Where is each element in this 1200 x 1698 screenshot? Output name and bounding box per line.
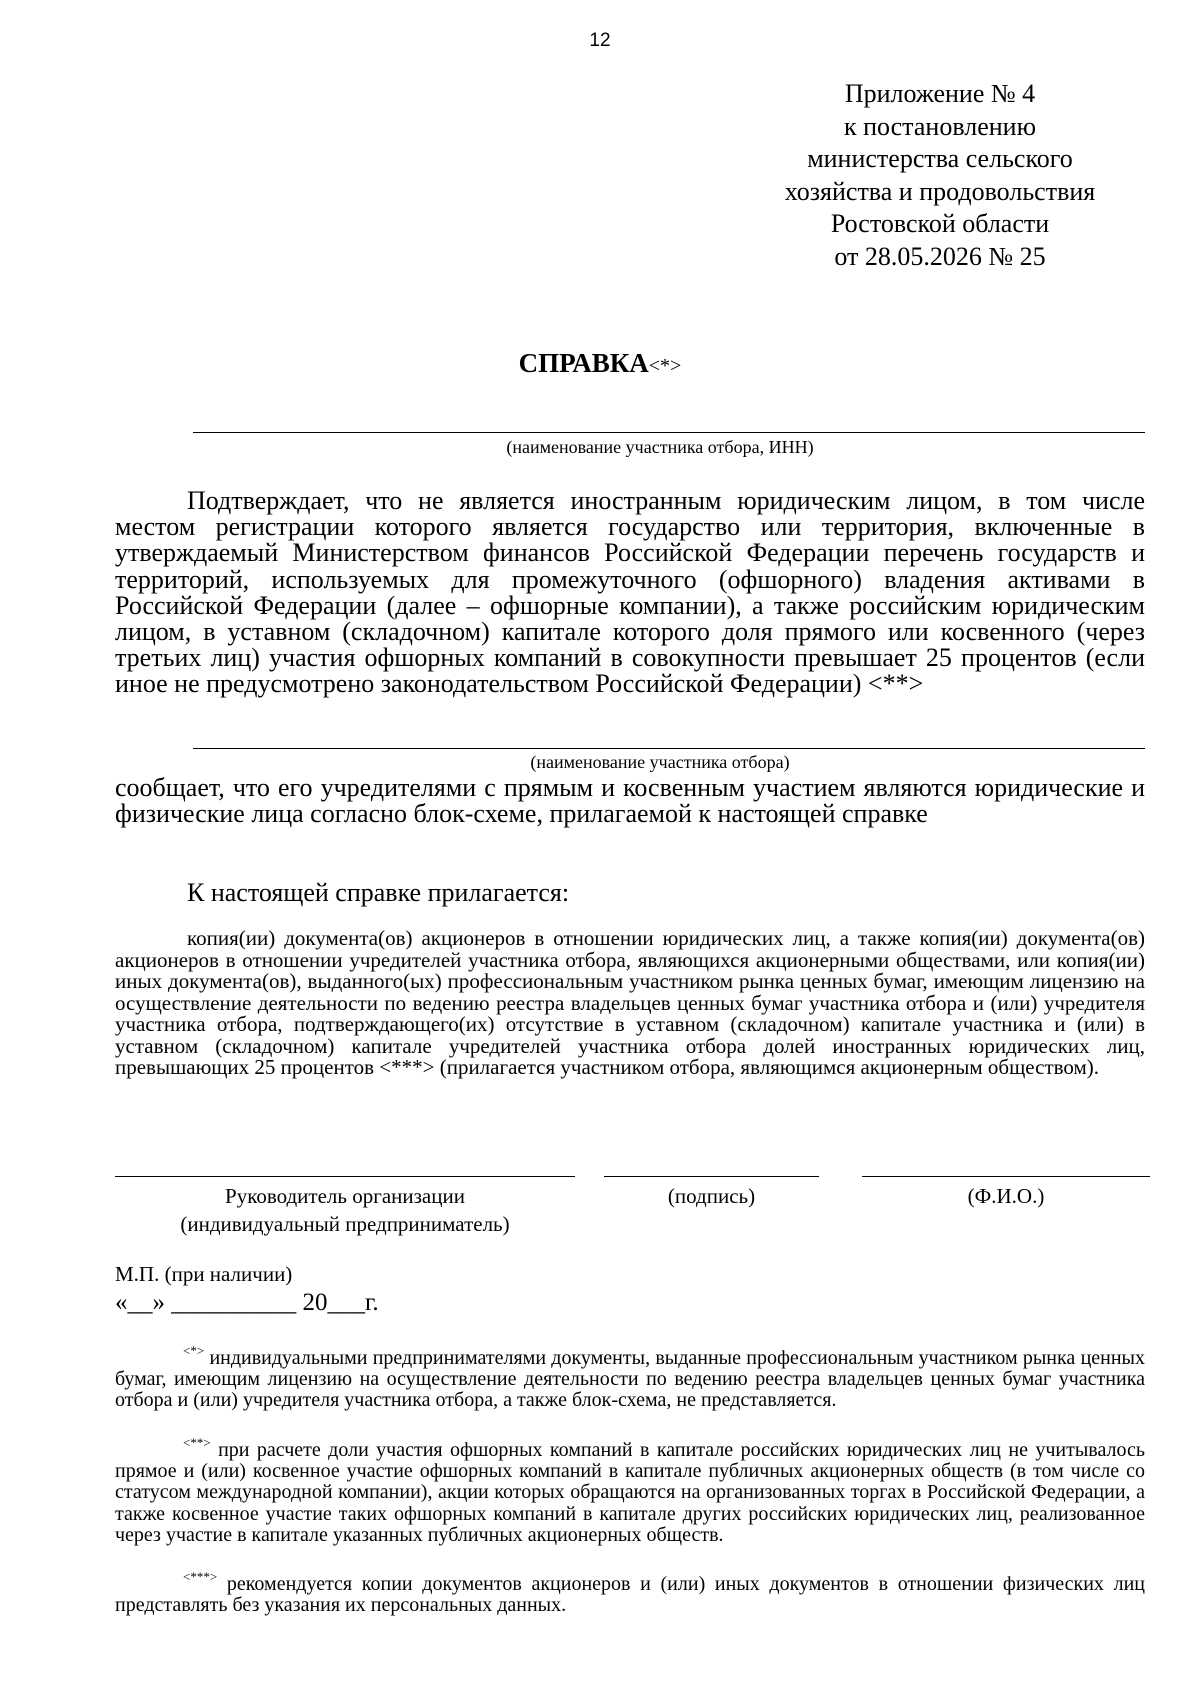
footnote-mark: <**>	[183, 1435, 211, 1450]
footnote-text: индивидуальными предпринимателями документы, выданные профессиональным участником рынка ценных бумаг, имеющим лицензию на осуществление деятельности по ведению реестра владельцев ценных бумаг участника отбора и (или) учредителя участника отбора, а также блок-схема, не представляется.	[115, 1347, 1145, 1412]
participant-field-line	[193, 748, 1145, 749]
stamp-note: М.П. (при наличии)	[115, 1262, 293, 1286]
head-label-line2: (индивидуальный предприниматель)	[180, 1212, 510, 1236]
footnote-text: при расчете доли участия офшорных компаний в капитале российских юридических лиц не учитывалось прямое и (или) косвенное участие офшорных компаний в капитале публичных акционерных обществ (в том числе со статусом международной компании), акции которых обращаются на организованных торгах в Российской Федерации, а также косвенное участие таких офшорных компаний в капитале других российских юридических лиц, реализованное через участие в капитале указанных публичных акционерных обществ.	[115, 1439, 1145, 1546]
footnote-mark: <***>	[183, 1569, 218, 1584]
title-text: СПРАВКА	[518, 348, 649, 378]
appendix-line: хозяйства и продовольствия	[784, 176, 1096, 206]
participant-caption: (наименование участника отбора)	[530, 752, 790, 772]
attached-heading: К настоящей справке прилагается:	[187, 878, 570, 907]
signature-line	[604, 1176, 819, 1177]
fio-line	[862, 1176, 1150, 1177]
page-number: 12	[589, 30, 611, 51]
appendix-line: Приложение № 4	[844, 79, 1036, 108]
head-label	[115, 1182, 575, 1238]
appendix-line: Ростовской области	[830, 209, 1050, 238]
footnote-mark: <*>	[183, 1343, 205, 1358]
confirmation-paragraph: Подтверждает, что не является иностранным юридическим лицом, в том числе местом регистрации которого является государство или территория, включенные в утверждаемый Министерством финансов Российской Федерации перечень государств и территорий, используемых для промежуточного (офшорного) владения активами в Российской Федерации (далее – офшорные компании), а также российским юридическим лицом, в уставном (складочном) капитале которого доля прямого или косвенного (через третьих лиц) участия офшорных компаний в совокупности превышает 25 процентов (если иное не предусмотрено законодательством Российской Федерации) <**>	[115, 486, 1145, 699]
appendix-line: министерства сельского	[807, 144, 1073, 173]
fio-label: (Ф.И.О.)	[967, 1184, 1045, 1208]
attached-paragraph: копия(ии) документа(ов) акционеров в отношении юридических лиц, а также копия(ии) документа(ов) акционеров в отношении учредителей участника отбора, являющихся акционерными обществами, или копия(ии) иных документа(ов), выданного(ых) профессиональным участником рынка ценных бумаг, имеющим лицензию на осуществление деятельности по ведению реестра владельцев ценных бумаг участника отбора и (или) учредителя участника отбора, подтверждающего(их) отсутствие в уставном (складочном) капитале участника и (или) в уставном (складочном) капитале учредителей участника отбора долей иностранных юридических лиц, превышающих 25 процентов <***> (прилагается участником отбора, являющимся акционерным обществом).	[115, 926, 1145, 1079]
appendix-line: к постановлению	[843, 111, 1037, 141]
appendix-block	[720, 78, 1160, 273]
head-signature-line	[115, 1176, 575, 1177]
footnote-1	[115, 1340, 1145, 1412]
footnote-2	[115, 1432, 1145, 1546]
founders-paragraph: сообщает, что его учредителями с прямым и косвенным участием являются юридические и физические лица согласно блок-схеме, прилагаемой к настоящей справке	[115, 773, 1145, 829]
participant-inn-field-line	[193, 432, 1145, 433]
head-label-line1: Руководитель организации	[225, 1184, 465, 1208]
signature-label: (подпись)	[667, 1184, 756, 1208]
footnote-text: рекомендуется копии документов акционеров и (или) иных документов в отношении физических лиц представлять без указания их персональных данных.	[115, 1573, 1145, 1617]
appendix-line: от 28.05.2026 № 25	[834, 241, 1046, 271]
participant-inn-caption: (наименование участника отбора, ИНН)	[506, 437, 814, 457]
title-footnote-mark: <*>	[648, 355, 682, 377]
date-line: «__» __________ 20___г.	[115, 1289, 379, 1316]
document-title	[0, 348, 1200, 379]
footnote-3	[115, 1566, 1145, 1616]
